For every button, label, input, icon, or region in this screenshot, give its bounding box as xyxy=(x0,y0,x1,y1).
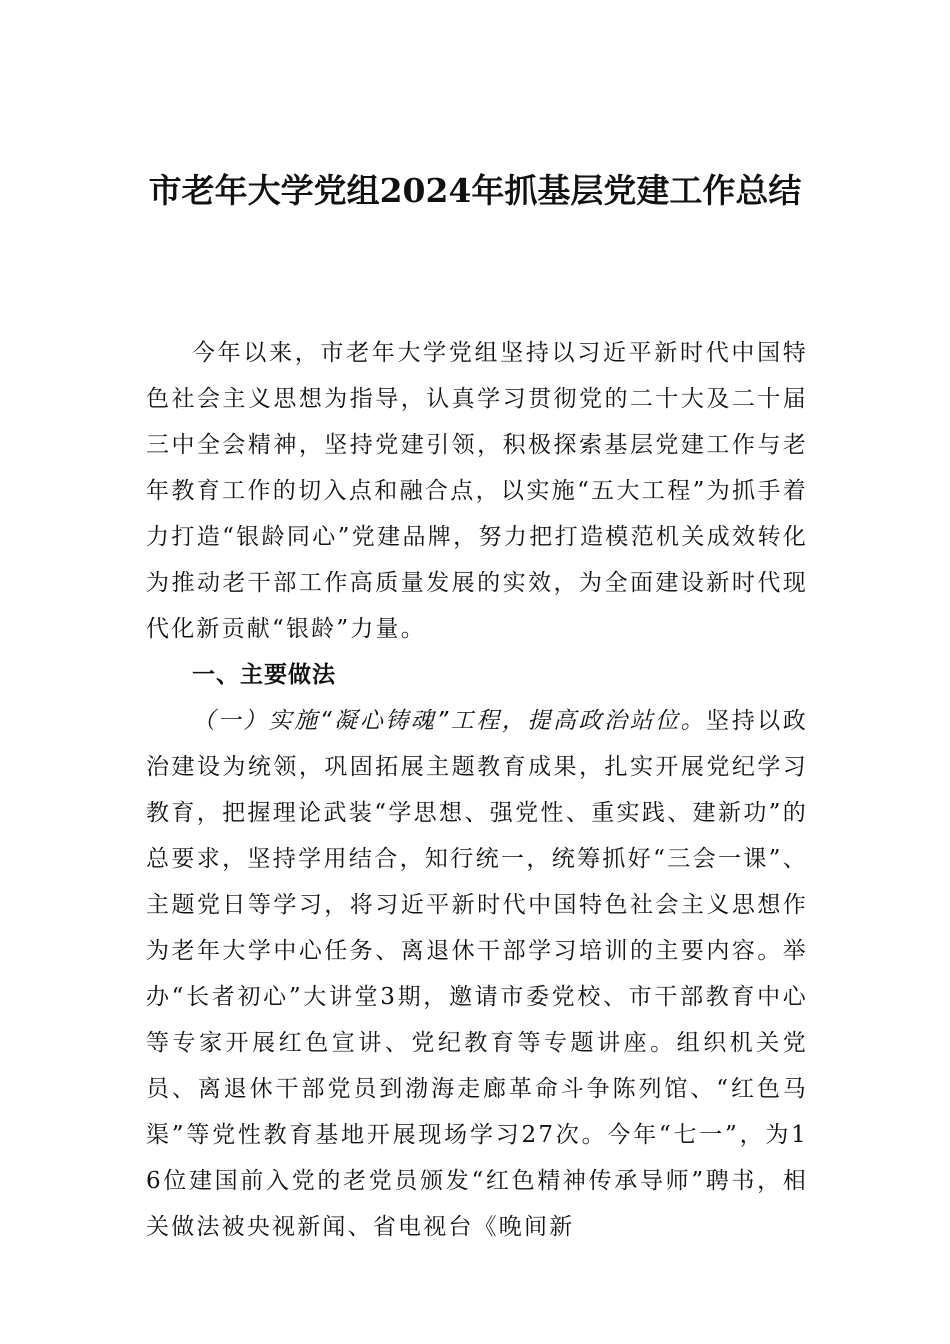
item-1-paragraph xyxy=(146,698,808,1250)
item-1-body: 坚持以政治建设为统领，巩固拓展主题教育成果，扎实开展党纪学习教育，把握理论武装“学思想、强党性、重实践、建新功”的总要求，坚持学用结合，知行统一，统筹抓好“三会一课”、主题党日等学习，将习近平新时代中国特色社会主义思想作为老年大学中心任务、离退休干部学习培训的主要内容。举办“长者初心”大讲堂3期，邀请市委党校、市干部教育中心等专家开展红色宣讲、党纪教育等专题讲座。组织机关党员、离退休干部党员到渤海走廊革命斗争陈列馆、“红色马渠”等党性教育基地开展现场学习27次。今年“七一”，为16位建国前入党的老党员颁发“红色精神传承导师”聘书，相关做法被央视新闻、省电视台《晚间新 xyxy=(146,708,808,1240)
intro-paragraph: 今年以来，市老年大学党组坚持以习近平新时代中国特色社会主义思想为指导，认真学习贯彻党的二十大及二十届三中全会精神，坚持党建引领，积极探索基层党建工作与老年教育工作的切入点和融合点，以实施“五大工程”为抓手着力打造“银龄同心”党建品牌，努力把打造模范机关成效转化为推动老干部工作高质量发展的实效，为全面建设新时代现代化新贡献“银龄”力量。 xyxy=(146,340,808,642)
item-1-title: （一）实施“凝心铸魂”工程，提高政治站位。 xyxy=(192,708,707,734)
section-heading-main-practices: 一、主要做法 xyxy=(192,662,336,688)
document-body xyxy=(146,330,808,1250)
document-title: 市老年大学党组2024年抓基层党建工作总结 xyxy=(148,171,802,210)
